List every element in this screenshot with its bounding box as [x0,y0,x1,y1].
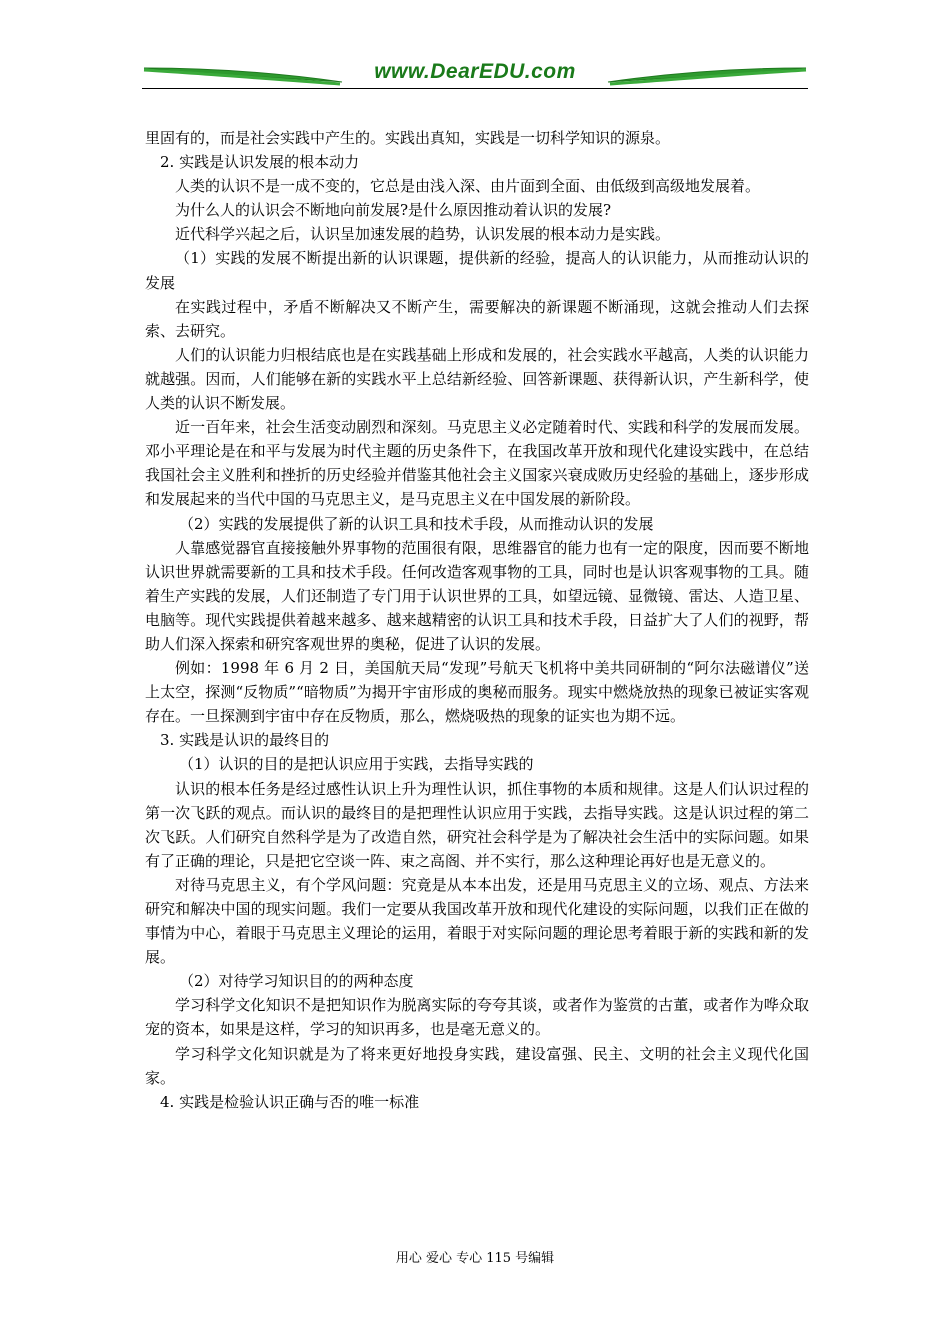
document-body [145,126,809,1114]
paragraph: 例如：1998 年 6 月 2 日，美国航天局“发现”号航天飞机将中美共同研制的“阿尔法磁谱仪”送上太空，探测“反物质”“暗物质”为揭开宇宙形成的奥秘而服务。现实中燃烧放热的现象已被证实客观存在。一旦探测到宇宙中存在反物质，那么，燃烧吸热的现象的证实也为期不远。 [145,659,809,726]
paragraph: 为什么人的认识会不断地向前发展?是什么原因推动着认识的发展? [175,201,612,220]
header-rule [142,88,808,89]
paragraph: 认识的根本任务是经过感性认识上升为理性认识，抓住事物的本质和规律。这是人们认识过程的第一次飞跃的观点。而认识的最终目的是把理性认识应用于实践，去指导实践。这是认识过程的第二次飞跃。人们研究自然科学是为了改造自然，研究社会科学是为了解决社会生活中的实际问题。如果有了正确的理论，只是把它空谈一阵、束之高阁、并不实行，那么这种理论再好也是无意义的。 [145,779,809,870]
section-heading: 2. 实践是认识发展的根本动力 [160,153,360,172]
site-logo-text: www.DearEDU.com [374,60,576,83]
paragraph: 人们的认识能力归根结底也是在实践基础上形成和发展的，社会实践水平越高，人类的认识能力就越强。因而，人们能够在新的实践水平上总结新经验、回答新课题、获得新认识，产生新科学，使人类的认识不断发展。 [145,345,809,413]
section-heading: 4. 实践是检验认识正确与否的唯一标准 [160,1092,420,1111]
paragraph: 近一百年来，社会生活变动剧烈和深刻。马克思主义必定随着时代、实践和科学的发展而发展。邓小平理论是在和平与发展为时代主题的历史条件下，在我国改革开放和现代化建设实践中，在总结我国社会主义胜利和挫折的历史经验并借鉴其他社会主义国家兴衰成败历史经验的基础上，逐步形成和发展起来的当代中国的马克思主义，是马克思主义在中国发展的新阶段。 [145,418,809,509]
subsection-heading: （1）认识的目的是把认识应用于实践，去指导实践的 [179,755,534,774]
paragraph: 学习科学文化知识就是为了将来更好地投身实践，建设富强、民主、文明的社会主义现代化国家。 [145,1044,809,1087]
paragraph: 近代科学兴起之后，认识呈加速发展的趋势，认识发展的根本动力是实践。 [175,225,671,244]
paragraph: 在实践过程中，矛盾不断解决又不断产生，需要解决的新课题不断涌现，这就会推动人们去探索、去研究。 [145,297,809,340]
paragraph: 里固有的，而是社会实践中产生的。实践出真知，实践是一切科学知识的源泉。 [145,129,671,147]
section-heading: 3. 实践是认识的最终目的 [160,731,330,750]
paragraph: 学习科学文化知识不是把知识作为脱离实际的夸夸其谈，或者作为鉴赏的古董，或者作为哗众取宠的资本，如果是这样，学习的知识再多，也是毫无意义的。 [145,996,809,1039]
paragraph: 对待马克思主义，有个学风问题：究竟是从本本出发，还是用马克思主义的立场、观点、方法来研究和解决中国的现实问题。我们一定要从我国改革开放和现代化建设的实际问题，以我们正在做的事情为中心，着眼于马克思主义理论的运用，着眼于对实际问题的理论思考着眼于新的实践和新的发展。 [145,875,809,967]
page-header [142,60,808,94]
paragraph: 人靠感觉器官直接接触外界事物的范围很有限，思维器官的能力也有一定的限度，因而要不断地认识世界就需要新的工具和技术手段。任何改造客观事物的工具，同时也是认识客观事物的工具。随着生产实践的发展，人们还制造了专门用于认识世界的工具，如望远镜、显微镜、雷达、人造卫星、电脑等。现代实践提供着越来越多、越来越精密的认识工具和技术手段，日益扩大了人们的视野，帮助人们深入探索和研究客观世界的奥秘，促进了认识的发展。 [145,538,809,653]
paragraph: 人类的认识不是一成不变的，它总是由浅入深、由片面到全面、由低级到高级地发展着。 [175,177,761,196]
subsection-heading: （1）实践的发展不断提出新的认识课题，提供新的经验，提高人的认识能力，从而推动认识的发展 [145,249,809,292]
page-footer: 用心 爱心 专心 115 号编辑 [395,1251,555,1266]
subsection-heading: （2）实践的发展提供了新的认识工具和技术手段，从而推动认识的发展 [179,514,654,533]
subsection-heading: （2）对待学习知识目的的两种态度 [179,972,414,991]
